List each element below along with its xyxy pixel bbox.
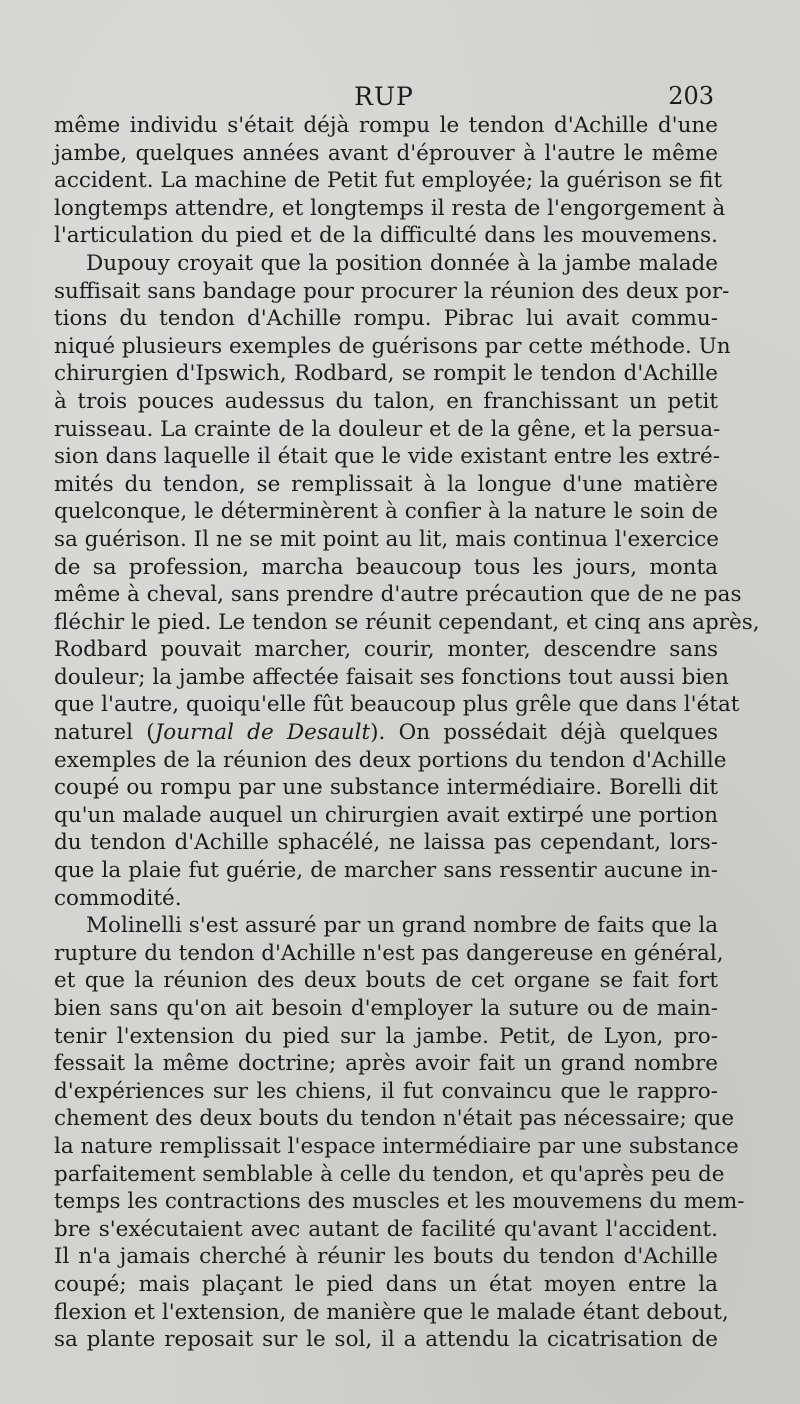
text-line: chement des deux bouts du tendon n'était pas nécessaire; que <box>54 1106 735 1132</box>
text-line: et que la réunion des deux bouts de cet organe se fait fort <box>54 968 718 994</box>
text-line: ruisseau. La crainte de la douleur et de la gêne, et la persua- <box>54 416 721 442</box>
citation-journal: Journal de Desault <box>154 720 371 746</box>
text-line: commodité. <box>54 885 182 911</box>
text-line: sion dans laquelle il était que le vide existant entre les extré- <box>54 444 721 470</box>
text-line: jambe, quelques années avant d'éprouver à l'autre le même <box>54 140 718 166</box>
text-line: que la plaie fut guérie, de marcher sans ressentir aucune in- <box>54 858 718 884</box>
text-line: quelconque, le déterminèrent à confier à la nature le soin de <box>54 499 718 525</box>
text-line: la nature remplissait l'espace intermédiaire par une substance <box>54 1133 739 1159</box>
text-line: Il n'a jamais cherché à réunir les bouts du tendon d'Achille <box>54 1244 718 1270</box>
text-line: fessait la même doctrine; après avoir fait un grand nombre <box>54 1051 718 1077</box>
text-line: sa plante reposait sur le sol, il a attendu la cicatrisation de <box>54 1327 718 1353</box>
text-line: coupé ou rompu par une substance intermédiaire. Borelli dit <box>54 775 718 801</box>
line-part: ). On possédait déjà quelques <box>370 720 718 746</box>
paragraph-3 <box>54 912 745 1354</box>
text-line: tenir l'extension du pied sur la jambe. Petit, de Lyon, pro- <box>54 1023 718 1049</box>
text-line: à trois pouces audessus du talon, en franchissant un petit <box>54 388 718 414</box>
text-line: même à cheval, sans prendre d'autre précaution que de ne pas <box>54 582 742 608</box>
page-header <box>54 76 714 116</box>
text-line: Rodbard pouvait marcher, courir, monter, descendre sans <box>54 637 718 663</box>
text-line: niqué plusieurs exemples de guérisons par cette méthode. Un <box>54 333 731 359</box>
page-number: 203 <box>668 82 714 110</box>
text-line: bre s'exécutaient avec autant de facilité qu'avant l'accident. <box>54 1216 718 1242</box>
text-line: d'expériences sur les chiens, il fut convaincu que le rappro- <box>54 1078 718 1104</box>
running-head: RUP <box>354 82 414 111</box>
text-line: de sa profession, marcha beaucoup tous les jours, monta <box>54 554 718 580</box>
text-line: douleur; la jambe affectée faisait ses fonctions tout aussi bien <box>54 664 729 690</box>
text-line: bien sans qu'on ait besoin d'employer la suture ou de main- <box>54 996 718 1021</box>
paragraph-2 <box>54 250 760 912</box>
text-line: exemples de la réunion des deux portions du tendon d'Achille <box>54 747 727 773</box>
text-line: Molinelli s'est assuré par un grand nombre de faits que la <box>86 913 719 939</box>
text-line: rupture du tendon d'Achille n'est pas dangereuse en général, <box>54 940 724 966</box>
text-line: chirurgien d'Ipswich, Rodbard, se rompit le tendon d'Achille <box>54 361 718 387</box>
text-line: Dupouy croyait que la position donnée à la jambe malade <box>86 250 718 276</box>
text-line: accident. La machine de Petit fut employée; la guérison se fit <box>54 168 723 194</box>
paragraph-1 <box>54 112 726 250</box>
text-line: qu'un malade auquel un chirurgien avait extirpé une portion <box>54 802 718 828</box>
text-line: même individu s'était déjà rompu le tendon d'Achille d'une <box>54 113 718 138</box>
text-line: mités du tendon, se remplissait à la longue d'une matière <box>54 471 718 497</box>
text-line: sa guérison. Il ne se mit point au lit, mais continua l'exercice <box>54 526 720 552</box>
text-line: coupé; mais plaçant le pied dans un état moyen entre la <box>54 1271 718 1297</box>
text-line-with-citation <box>54 719 718 747</box>
text-line: flexion et l'extension, de manière que le malade étant debout, <box>54 1299 729 1325</box>
text-line: tions du tendon d'Achille rompu. Pibrac lui avait commu- <box>54 306 718 332</box>
line-part: naturel ( <box>54 720 155 746</box>
text-line: temps les contractions des muscles et les mouvemens du mem- <box>54 1189 745 1215</box>
text-line: suffisait sans bandage pour procurer la réunion des deux por- <box>54 278 730 304</box>
text-line: parfaitement semblable à celle du tendon, et qu'après peu de <box>54 1161 725 1187</box>
text-line: l'articulation du pied et de la difficulté dans les mouvemens. <box>54 223 718 249</box>
text-line: du tendon d'Achille sphacélé, ne laissa pas cependant, lors- <box>54 830 718 856</box>
text-line: longtemps attendre, et longtemps il resta de l'engorgement à <box>54 195 726 221</box>
text-line: que l'autre, quoiqu'elle fût beaucoup plus grêle que dans l'état <box>54 692 740 718</box>
text-line: fléchir le pied. Le tendon se réunit cependant, et cinq ans après, <box>54 609 760 635</box>
body-text <box>54 112 760 1354</box>
